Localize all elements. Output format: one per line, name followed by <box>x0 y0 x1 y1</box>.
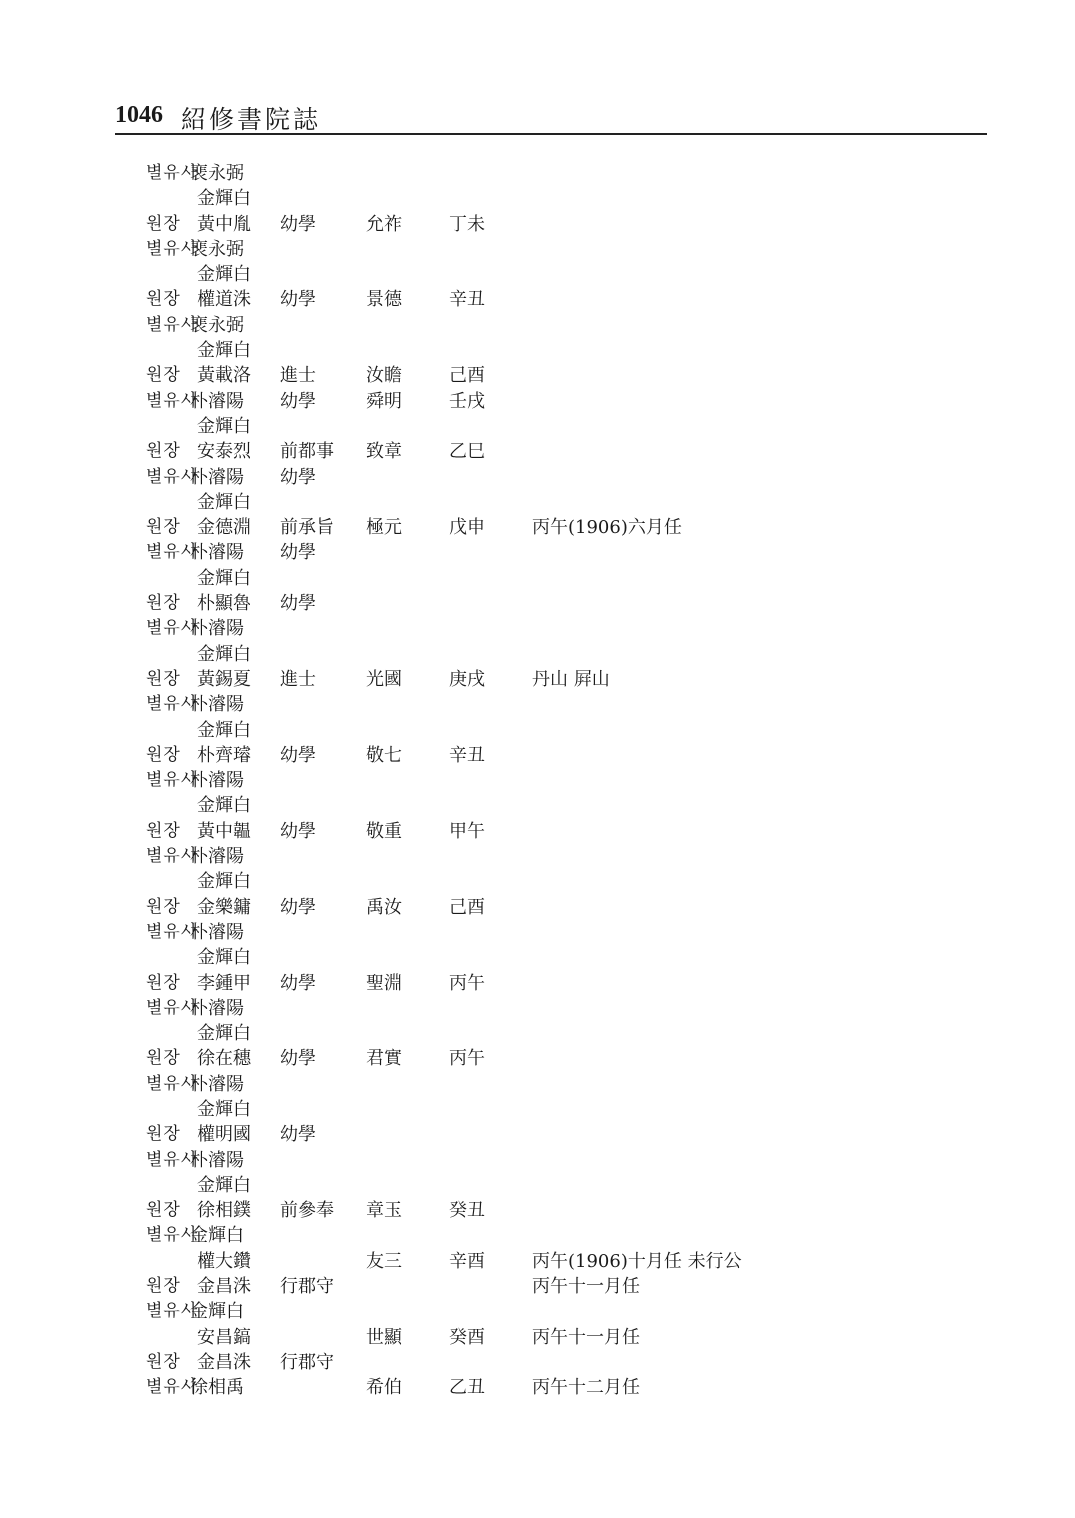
birth-year: 癸丑 <box>449 1200 485 1222</box>
roster-row <box>0 591 1075 616</box>
roster-row <box>0 212 1075 237</box>
role-label: 원장 <box>146 820 181 841</box>
courtesy-name: 聖淵 <box>366 972 402 994</box>
appointment-note: 丙午(1906)六月任 <box>532 517 682 539</box>
person-name: 金樂鏞 <box>197 896 251 918</box>
person-name: 金輝白 <box>197 340 251 362</box>
courtesy-name: 極元 <box>366 517 402 539</box>
courtesy-name: 友三 <box>366 1250 402 1272</box>
person-name: 金輝白 <box>197 871 251 893</box>
roster-row <box>0 439 1075 464</box>
person-name: 裵永弼 <box>190 314 244 336</box>
roster-row <box>0 313 1075 338</box>
role-label: 별유사 <box>146 542 199 563</box>
roster-row <box>0 287 1075 312</box>
roster-row <box>0 1097 1075 1122</box>
person-name: 徐相鏷 <box>197 1200 251 1222</box>
role-label: 원장 <box>146 972 181 993</box>
courtesy-name: 君實 <box>366 1048 402 1070</box>
role-label: 원장 <box>146 213 181 234</box>
courtesy-name: 禹汝 <box>366 896 402 918</box>
role-label: 별유사 <box>146 770 199 791</box>
person-name: 安泰烈 <box>197 441 251 463</box>
person-title: 幼學 <box>280 542 316 564</box>
person-name: 金輝白 <box>197 1023 251 1045</box>
role-label: 별유사 <box>146 997 199 1018</box>
role-label: 별유사 <box>146 466 199 487</box>
person-name: 金輝白 <box>197 643 251 665</box>
courtesy-name: 光國 <box>366 668 402 690</box>
person-title: 前都事 <box>280 441 334 463</box>
birth-year: 丙午 <box>449 1048 485 1070</box>
person-name: 金輝白 <box>197 264 251 286</box>
roster-row <box>0 1046 1075 1071</box>
person-title: 幼學 <box>280 820 316 842</box>
role-label: 원장 <box>146 1048 181 1069</box>
person-name: 朴濬陽 <box>190 542 244 564</box>
person-name: 金輝白 <box>197 491 251 513</box>
courtesy-name: 敬重 <box>366 820 402 842</box>
person-name: 朴濬陽 <box>190 921 244 943</box>
person-name: 朴濬陽 <box>190 390 244 412</box>
birth-year: 庚戌 <box>449 668 485 690</box>
birth-year: 癸酉 <box>449 1326 485 1348</box>
role-label: 별유사 <box>146 314 199 335</box>
role-label: 원장 <box>146 593 181 614</box>
role-label: 별유사 <box>146 1149 199 1170</box>
role-label: 별유사 <box>146 238 199 259</box>
appointment-note: 丙午十一月任 <box>532 1326 640 1348</box>
roster-row <box>0 1173 1075 1198</box>
birth-year: 乙丑 <box>449 1377 485 1399</box>
role-label: 별유사 <box>146 390 199 411</box>
person-name: 黃錫夏 <box>197 668 251 690</box>
person-name: 金輝白 <box>197 1174 251 1196</box>
birth-year: 辛丑 <box>449 744 485 766</box>
person-title: 行郡守 <box>280 1351 334 1373</box>
courtesy-name: 汝瞻 <box>366 365 402 387</box>
person-name: 黃中韞 <box>197 820 251 842</box>
person-name: 權大鑽 <box>197 1250 251 1272</box>
person-title: 幼學 <box>280 744 316 766</box>
roster-row <box>0 895 1075 920</box>
page-number: 1046 <box>115 102 163 128</box>
person-name: 裵永弼 <box>190 238 244 260</box>
role-label: 별유사 <box>146 1377 199 1398</box>
roster-row <box>0 616 1075 641</box>
person-name: 黃中胤 <box>197 213 251 235</box>
roster-row <box>0 566 1075 591</box>
person-title: 進士 <box>280 668 316 690</box>
birth-year: 己酉 <box>449 365 485 387</box>
birth-year: 辛丑 <box>449 289 485 311</box>
roster-row <box>0 465 1075 490</box>
person-name: 朴濬陽 <box>190 846 244 868</box>
appointment-note: 丙午(1906)十月任 未行公 <box>532 1250 742 1272</box>
roster-row <box>0 692 1075 717</box>
role-label: 원장 <box>146 517 181 538</box>
roster-row <box>0 1299 1075 1324</box>
person-name: 金輝白 <box>197 719 251 741</box>
roster-row <box>0 262 1075 287</box>
roster-row <box>0 743 1075 768</box>
roster-row <box>0 667 1075 692</box>
role-label: 원장 <box>146 441 181 462</box>
courtesy-name: 致章 <box>366 441 402 463</box>
role-label: 별유사 <box>146 1301 199 1322</box>
person-title: 進士 <box>280 365 316 387</box>
person-name: 權明國 <box>197 1124 251 1146</box>
roster-row <box>0 945 1075 970</box>
roster-row <box>0 996 1075 1021</box>
role-label: 원장 <box>146 1276 181 1297</box>
roster-row <box>0 718 1075 743</box>
roster-row <box>0 389 1075 414</box>
person-name: 朴濬陽 <box>190 1149 244 1171</box>
role-label: 별유사 <box>146 163 199 183</box>
role-label: 원장 <box>146 1124 181 1145</box>
person-title: 幼學 <box>280 390 316 412</box>
role-label: 원장 <box>146 1351 181 1372</box>
birth-year: 丙午 <box>449 972 485 994</box>
person-name: 金輝白 <box>197 567 251 589</box>
person-name: 徐相禹 <box>190 1377 244 1399</box>
person-title: 幼學 <box>280 1048 316 1070</box>
person-title: 前參奉 <box>280 1200 334 1222</box>
person-name: 金昌洙 <box>197 1276 251 1298</box>
person-name: 朴濬陽 <box>190 1073 244 1095</box>
person-name: 金輝白 <box>197 795 251 817</box>
courtesy-name: 景德 <box>366 289 402 311</box>
person-title: 幼學 <box>280 896 316 918</box>
roster-row <box>0 1072 1075 1097</box>
roster-row <box>0 971 1075 996</box>
person-title: 幼學 <box>280 593 316 615</box>
person-title: 幼學 <box>280 1124 316 1146</box>
birth-year: 己酉 <box>449 896 485 918</box>
roster-row <box>0 920 1075 945</box>
roster-row <box>0 414 1075 439</box>
role-label: 원장 <box>146 1200 181 1221</box>
person-name: 黃載洛 <box>197 365 251 387</box>
roster-row <box>0 515 1075 540</box>
role-label: 별유사 <box>146 846 199 867</box>
role-label: 원장 <box>146 744 181 765</box>
appointment-note: 丹山 屛山 <box>532 668 610 690</box>
person-name: 金輝白 <box>197 415 251 437</box>
birth-year: 丁未 <box>449 213 485 235</box>
person-name: 金德淵 <box>197 517 251 539</box>
birth-year: 乙巳 <box>449 441 485 463</box>
role-label: 별유사 <box>146 694 199 715</box>
person-name: 權道洙 <box>197 289 251 311</box>
roster-row <box>0 1148 1075 1173</box>
person-name: 朴濬陽 <box>190 694 244 716</box>
birth-year: 戊申 <box>449 517 485 539</box>
role-label: 원장 <box>146 896 181 917</box>
roster-row <box>0 363 1075 388</box>
person-name: 金輝白 <box>197 188 251 210</box>
person-name: 金輝白 <box>190 1301 244 1323</box>
courtesy-name: 允祚 <box>366 213 402 235</box>
roster-row <box>0 1249 1075 1274</box>
roster-row <box>0 768 1075 793</box>
person-name: 金輝白 <box>197 1098 251 1120</box>
birth-year: 甲午 <box>449 820 485 842</box>
person-title: 前承旨 <box>280 517 334 539</box>
roster-row <box>0 869 1075 894</box>
person-title: 幼學 <box>280 213 316 235</box>
birth-year: 辛酉 <box>449 1250 485 1272</box>
roster-row <box>0 237 1075 262</box>
courtesy-name: 敬七 <box>366 744 402 766</box>
role-label: 별유사 <box>146 1073 199 1094</box>
person-name: 金昌洙 <box>197 1351 251 1373</box>
person-title: 幼學 <box>280 972 316 994</box>
roster-row <box>0 1122 1075 1147</box>
appointment-note: 丙午十二月任 <box>532 1377 640 1399</box>
roster-row <box>0 186 1075 211</box>
person-title: 行郡守 <box>280 1276 334 1298</box>
role-label: 원장 <box>146 365 181 386</box>
roster-row <box>0 338 1075 363</box>
appointment-note: 丙午十一月任 <box>532 1276 640 1298</box>
roster-row <box>0 642 1075 667</box>
person-name: 朴濬陽 <box>190 618 244 640</box>
role-label: 별유사 <box>146 618 199 639</box>
person-title: 幼學 <box>280 466 316 488</box>
birth-year: 壬戌 <box>449 390 485 412</box>
role-label: 별유사 <box>146 1225 199 1246</box>
book-title: 紹修書院誌 <box>181 105 322 134</box>
person-name: 朴齊璿 <box>197 744 251 766</box>
roster-row <box>0 1274 1075 1299</box>
roster-row <box>0 1375 1075 1400</box>
person-name: 安昌鎬 <box>197 1326 251 1348</box>
courtesy-name: 舜明 <box>366 390 402 412</box>
person-name: 朴顯魯 <box>197 593 251 615</box>
role-label: 별유사 <box>146 921 199 942</box>
roster-row <box>0 1350 1075 1375</box>
role-label: 원장 <box>146 668 181 689</box>
header-rule <box>115 133 987 135</box>
person-name: 朴濬陽 <box>190 466 244 488</box>
person-name: 李鍾甲 <box>197 972 251 994</box>
roster-row <box>0 490 1075 515</box>
roster-row <box>0 1325 1075 1350</box>
roster-row <box>0 819 1075 844</box>
roster-row <box>0 793 1075 818</box>
roster-row <box>0 1021 1075 1046</box>
courtesy-name: 世顯 <box>366 1326 402 1348</box>
courtesy-name: 章玉 <box>366 1200 402 1222</box>
roster-row <box>0 1223 1075 1248</box>
person-name: 金輝白 <box>190 1225 244 1247</box>
roster-row <box>0 1198 1075 1223</box>
person-name: 朴濬陽 <box>190 770 244 792</box>
roster-row <box>0 844 1075 869</box>
roster-row <box>0 161 1075 186</box>
person-name: 金輝白 <box>197 947 251 969</box>
role-label: 원장 <box>146 289 181 310</box>
page-header <box>115 100 987 134</box>
person-name: 朴濬陽 <box>190 997 244 1019</box>
person-name: 徐在穗 <box>197 1048 251 1070</box>
person-title: 幼學 <box>280 289 316 311</box>
roster-list <box>0 161 1075 1401</box>
courtesy-name: 希伯 <box>366 1377 402 1399</box>
roster-row <box>0 540 1075 565</box>
person-name: 裵永弼 <box>190 163 244 184</box>
